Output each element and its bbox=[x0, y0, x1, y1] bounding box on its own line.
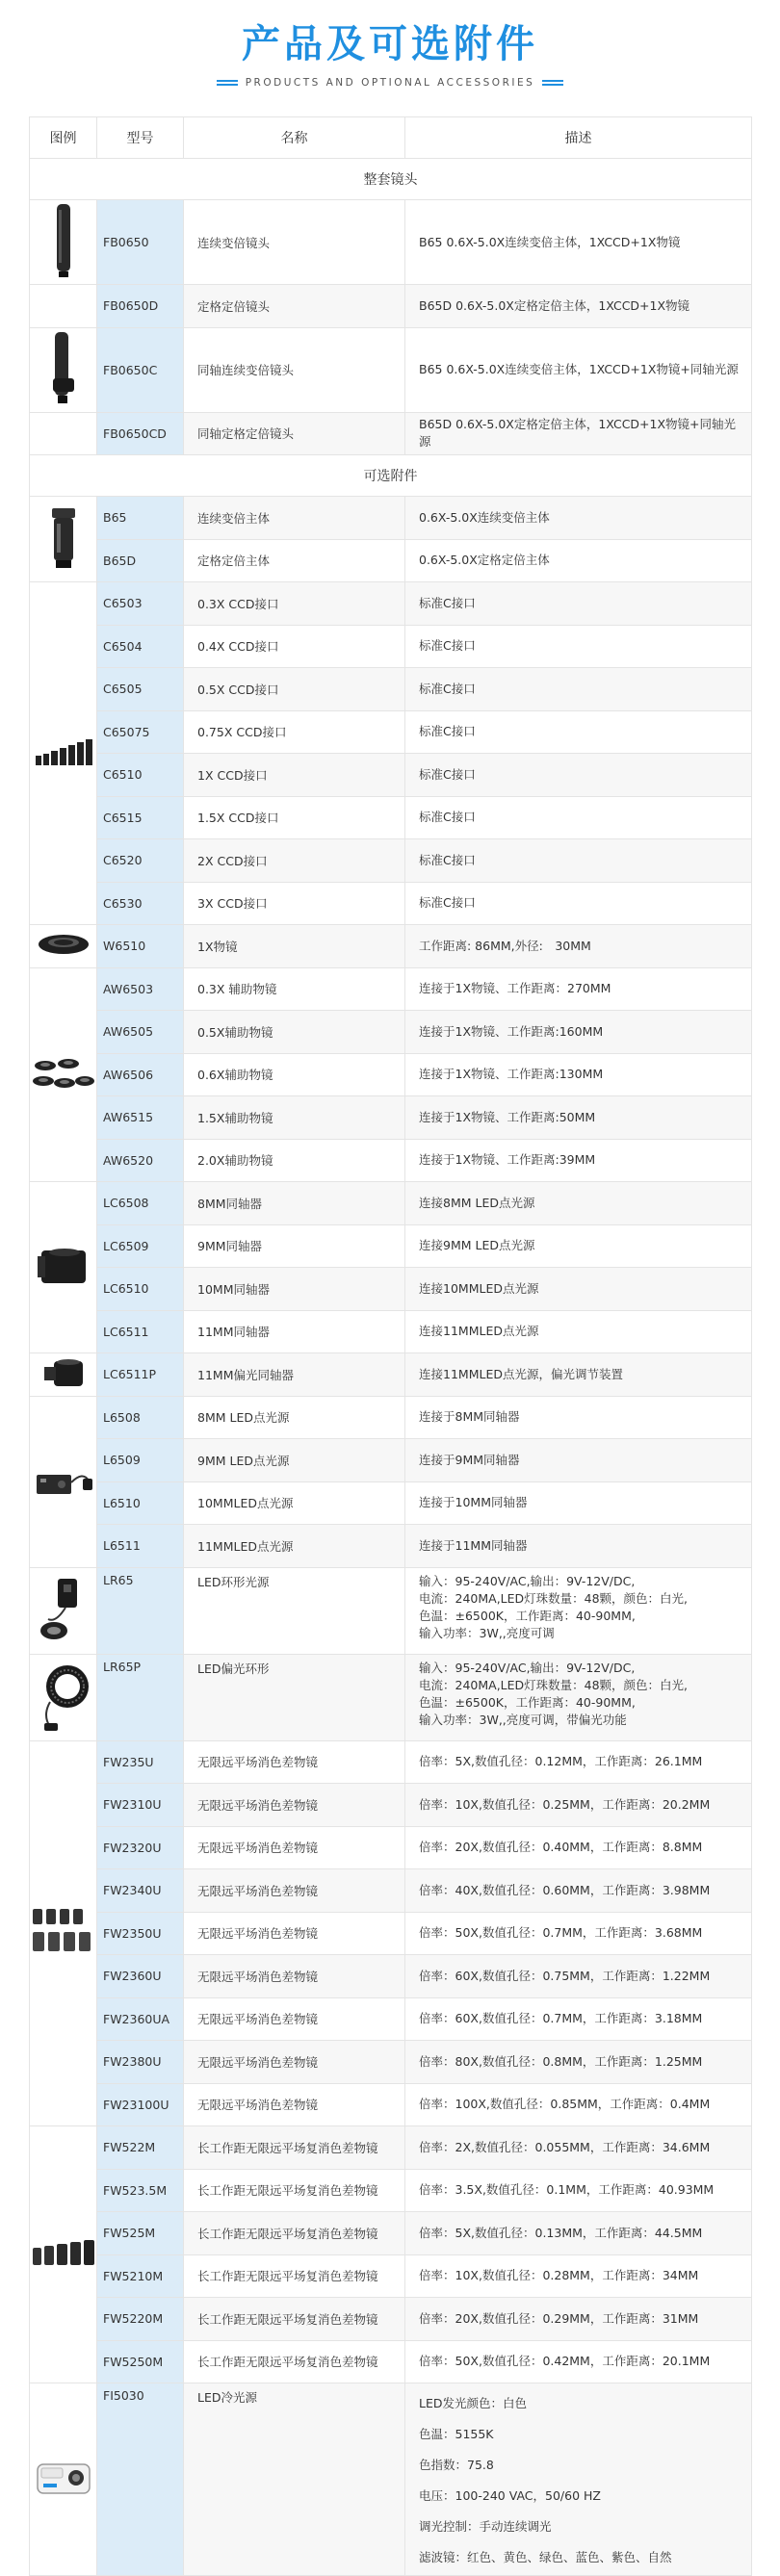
table-row bbox=[30, 1096, 752, 1140]
image-cell bbox=[30, 1396, 97, 1567]
name-cell: 0.4X CCD接口 bbox=[184, 625, 405, 668]
model-cell: L6510 bbox=[97, 1481, 184, 1525]
desc-cell: 标准C接口 bbox=[405, 710, 752, 754]
model-cell: FW2310U bbox=[97, 1784, 184, 1827]
desc-cell: 0.6X-5.0X定格定倍主体 bbox=[405, 539, 752, 582]
image-cell bbox=[30, 2383, 97, 2576]
desc-cell bbox=[405, 2383, 752, 2576]
model-cell: C6515 bbox=[97, 796, 184, 839]
table-row bbox=[30, 1567, 752, 1654]
table-row bbox=[30, 1439, 752, 1482]
name-cell: 同轴定格定倍镜头 bbox=[184, 412, 405, 455]
product-table bbox=[29, 116, 752, 2576]
desc-line: LED发光颜色：白色 bbox=[419, 2396, 527, 2410]
name-cell: 1X物镜 bbox=[184, 925, 405, 968]
image-cell bbox=[30, 497, 97, 582]
desc-line: 色温：±6500K，工作距离：40-90MM, bbox=[419, 1608, 636, 1623]
desc-cell: B65 0.6X-5.0X连续变倍主体，1XCCD+1X物镜 bbox=[405, 200, 752, 285]
table-row bbox=[30, 2041, 752, 2084]
name-cell: 2X CCD接口 bbox=[184, 839, 405, 883]
name-cell: 长工作距无限远平场复消色差物镜 bbox=[184, 2340, 405, 2383]
table-row bbox=[30, 1740, 752, 1784]
name-cell: 11MM同轴器 bbox=[184, 1310, 405, 1353]
table-row bbox=[30, 882, 752, 925]
image-cell bbox=[30, 1567, 97, 1654]
desc-line: 输入功率：3W,,亮度可调，带偏光功能 bbox=[419, 1712, 627, 1727]
model-cell: FW23100U bbox=[97, 2083, 184, 2126]
name-cell: 0.5X CCD接口 bbox=[184, 668, 405, 711]
table-row bbox=[30, 796, 752, 839]
name-cell: 9MM同轴器 bbox=[184, 1224, 405, 1268]
model-cell: FB0650 bbox=[97, 200, 184, 285]
name-cell: 无限远平场消色差物镜 bbox=[184, 1869, 405, 1913]
desc-cell: 倍率：100X,数值孔径：0.85MM，工作距离：0.4MM bbox=[405, 2083, 752, 2126]
table-row bbox=[30, 710, 752, 754]
desc-line: 输入：95-240V/AC,输出：9V-12V/DC, bbox=[419, 1573, 636, 1588]
desc-cell: 连接于1X物镜、工作距离:160MM bbox=[405, 1011, 752, 1054]
name-cell: 无限远平场消色差物镜 bbox=[184, 2083, 405, 2126]
table-row bbox=[30, 539, 752, 582]
model-cell: FB0650D bbox=[97, 285, 184, 328]
desc-cell: 连接于9MM同轴器 bbox=[405, 1439, 752, 1482]
desc-cell: 标准C接口 bbox=[405, 668, 752, 711]
desc-cell: 标准C接口 bbox=[405, 796, 752, 839]
name-cell: LED偏光环形 bbox=[184, 1654, 405, 1740]
desc-cell: B65D 0.6X-5.0X定格定倍主体，1XCCD+1X物镜+同轴光源 bbox=[405, 412, 752, 455]
desc-line: 滤波镜：红色、黄色、绿色、蓝色、紫色、自然 bbox=[419, 2550, 672, 2564]
name-cell: 0.6X辅助物镜 bbox=[184, 1053, 405, 1096]
desc-cell: 连接于1X物镜、工作距离：270MM bbox=[405, 967, 752, 1011]
table-row bbox=[30, 1011, 752, 1054]
section-row bbox=[30, 159, 752, 200]
name-cell: 1X CCD接口 bbox=[184, 754, 405, 797]
model-cell: C6503 bbox=[97, 582, 184, 626]
table-row bbox=[30, 1784, 752, 1827]
desc-line: 电流：240MA,LED灯珠数量：48颗，颜色：白光, bbox=[419, 1590, 689, 1606]
table-row bbox=[30, 1826, 752, 1869]
name-cell: 长工作距无限远平场复消色差物镜 bbox=[184, 2169, 405, 2212]
image-cell bbox=[30, 1654, 97, 1740]
table-row bbox=[30, 2383, 752, 2576]
desc-cell: 连接于11MM同轴器 bbox=[405, 1525, 752, 1568]
table-row bbox=[30, 1654, 752, 1740]
table-row bbox=[30, 1997, 752, 2041]
image-cell bbox=[30, 200, 97, 285]
auxiliary-objectives-icon bbox=[32, 1054, 95, 1093]
model-cell: FW5210M bbox=[97, 2254, 184, 2298]
desc-cell: 标准C接口 bbox=[405, 754, 752, 797]
desc-line: 输入功率：3W,,亮度可调 bbox=[419, 1625, 555, 1640]
name-cell: 0.3X CCD接口 bbox=[184, 582, 405, 626]
model-cell: FI5030 bbox=[97, 2383, 184, 2576]
image-cell bbox=[30, 925, 97, 968]
desc-line: 色温：±6500K，工作距离：40-90MM, bbox=[419, 1694, 636, 1710]
coaxial-illuminator-icon bbox=[36, 1243, 91, 1289]
cold-light-source-icon bbox=[34, 2457, 93, 2499]
desc-cell: 连接于10MM同轴器 bbox=[405, 1481, 752, 1525]
table-row bbox=[30, 2254, 752, 2298]
name-cell: 连续变倍主体 bbox=[184, 497, 405, 540]
page-header bbox=[0, 0, 780, 114]
model-cell: AW6505 bbox=[97, 1011, 184, 1054]
led-point-source-icon bbox=[33, 1461, 94, 1500]
model-cell: FW2350U bbox=[97, 1912, 184, 1955]
name-cell: 无限远平场消色差物镜 bbox=[184, 1912, 405, 1955]
desc-cell: 连接9MM LED点光源 bbox=[405, 1224, 752, 1268]
model-cell: L6509 bbox=[97, 1439, 184, 1482]
polarizing-ring-light-icon bbox=[37, 1658, 91, 1735]
ring-light-icon bbox=[37, 1575, 91, 1644]
name-cell: 长工作距无限远平场复消色差物镜 bbox=[184, 2254, 405, 2298]
image-cell bbox=[30, 1353, 97, 1397]
desc-cell: 标准C接口 bbox=[405, 625, 752, 668]
table-row bbox=[30, 1869, 752, 1913]
desc-cell: 倍率：10X,数值孔径：0.25MM，工作距离：20.2MM bbox=[405, 1784, 752, 1827]
table-row bbox=[30, 1224, 752, 1268]
table-row bbox=[30, 1139, 752, 1182]
model-cell: FW525M bbox=[97, 2212, 184, 2255]
desc-cell: B65D 0.6X-5.0X定格定倍主体，1XCCD+1X物镜 bbox=[405, 285, 752, 328]
name-cell: 0.3X 辅助物镜 bbox=[184, 967, 405, 1011]
desc-cell: 工作距离: 86MM,外径: 30MM bbox=[405, 925, 752, 968]
desc-cell: 标准C接口 bbox=[405, 582, 752, 626]
name-cell: 0.75X CCD接口 bbox=[184, 710, 405, 754]
desc-line: 色指数：75.8 bbox=[419, 2458, 494, 2472]
model-cell: FB0650C bbox=[97, 327, 184, 412]
table-row bbox=[30, 754, 752, 797]
name-cell: 定格定倍镜头 bbox=[184, 285, 405, 328]
model-cell: B65 bbox=[97, 497, 184, 540]
desc-cell: 连接10MMLED点光源 bbox=[405, 1268, 752, 1311]
desc-cell: 倍率：50X,数值孔径：0.42MM，工作距离：20.1MM bbox=[405, 2340, 752, 2383]
image-cell bbox=[30, 582, 97, 925]
desc-cell: 倍率：10X,数值孔径：0.28MM，工作距离：34MM bbox=[405, 2254, 752, 2298]
model-cell: FW2360UA bbox=[97, 1997, 184, 2041]
ccd-adapters-icon bbox=[34, 736, 93, 767]
name-cell: LED冷光源 bbox=[184, 2383, 405, 2576]
desc-cell: 连接11MMLED点光源，偏光调节装置 bbox=[405, 1353, 752, 1397]
name-cell: 8MM同轴器 bbox=[184, 1182, 405, 1225]
table-row bbox=[30, 839, 752, 883]
model-cell: FW235U bbox=[97, 1740, 184, 1784]
name-cell: 2.0X辅助物镜 bbox=[184, 1139, 405, 1182]
desc-cell bbox=[405, 1567, 752, 1654]
desc-cell: 连接8MM LED点光源 bbox=[405, 1182, 752, 1225]
model-cell: B65D bbox=[97, 539, 184, 582]
model-cell: L6508 bbox=[97, 1396, 184, 1439]
name-cell: 11MM偏光同轴器 bbox=[184, 1353, 405, 1397]
name-cell: 无限远平场消色差物镜 bbox=[184, 1955, 405, 1998]
table-row bbox=[30, 2340, 752, 2383]
table-row bbox=[30, 1353, 752, 1397]
zoom-body-icon bbox=[44, 504, 83, 572]
desc-cell: 倍率：20X,数值孔径：0.29MM，工作距离：31MM bbox=[405, 2298, 752, 2341]
model-cell: FW2360U bbox=[97, 1955, 184, 1998]
desc-cell: 倍率：80X,数值孔径：0.8MM，工作距离：1.25MM bbox=[405, 2041, 752, 2084]
name-cell: 8MM LED点光源 bbox=[184, 1396, 405, 1439]
name-cell: 定格定倍主体 bbox=[184, 539, 405, 582]
table-row bbox=[30, 1396, 752, 1439]
section-row bbox=[30, 455, 752, 497]
column-header: 图例 bbox=[30, 117, 97, 159]
table-row bbox=[30, 2126, 752, 2170]
table-row bbox=[30, 327, 752, 412]
lens-tube-icon bbox=[53, 200, 74, 281]
desc-cell: 倍率：5X,数值孔径：0.13MM，工作距离：44.5MM bbox=[405, 2212, 752, 2255]
coaxial-lens-icon bbox=[49, 328, 78, 409]
objective-set-icon bbox=[31, 1905, 96, 1959]
name-cell: 10MMLED点光源 bbox=[184, 1481, 405, 1525]
table-row bbox=[30, 285, 752, 328]
desc-cell: 标准C接口 bbox=[405, 839, 752, 883]
page-title: 产品及可选附件 bbox=[242, 22, 538, 66]
desc-cell: 0.6X-5.0X连续变倍主体 bbox=[405, 497, 752, 540]
name-cell: 1.5X辅助物镜 bbox=[184, 1096, 405, 1140]
model-cell: LC6511 bbox=[97, 1310, 184, 1353]
desc-cell: 倍率：2X,数值孔径：0.055MM，工作距离：34.6MM bbox=[405, 2126, 752, 2170]
desc-cell: 倍率：60X,数值孔径：0.75MM，工作距离：1.22MM bbox=[405, 1955, 752, 1998]
model-cell: LC6508 bbox=[97, 1182, 184, 1225]
desc-cell: 连接于1X物镜、工作距离:50MM bbox=[405, 1096, 752, 1140]
table-row bbox=[30, 1912, 752, 1955]
model-cell: C6504 bbox=[97, 625, 184, 668]
divider bbox=[542, 80, 563, 86]
page-subtitle bbox=[0, 77, 780, 89]
table-row bbox=[30, 2083, 752, 2126]
name-cell: 无限远平场消色差物镜 bbox=[184, 1740, 405, 1784]
table-row bbox=[30, 1268, 752, 1311]
model-cell: LC6511P bbox=[97, 1353, 184, 1397]
divider bbox=[217, 80, 238, 86]
model-cell: FW2340U bbox=[97, 1869, 184, 1913]
model-cell: C6530 bbox=[97, 882, 184, 925]
name-cell: 9MM LED点光源 bbox=[184, 1439, 405, 1482]
objective-ring-icon bbox=[37, 932, 91, 957]
name-cell: 无限远平场消色差物镜 bbox=[184, 1826, 405, 1869]
model-cell: FW522M bbox=[97, 2126, 184, 2170]
table-row bbox=[30, 2298, 752, 2341]
model-cell: FB0650CD bbox=[97, 412, 184, 455]
model-cell: LC6510 bbox=[97, 1268, 184, 1311]
desc-cell: 倍率：60X,数值孔径：0.7MM，工作距离：3.18MM bbox=[405, 1997, 752, 2041]
model-cell: AW6515 bbox=[97, 1096, 184, 1140]
model-cell: C6505 bbox=[97, 668, 184, 711]
model-cell: LC6509 bbox=[97, 1224, 184, 1268]
table-row bbox=[30, 625, 752, 668]
table-header bbox=[30, 117, 752, 159]
model-cell: AW6503 bbox=[97, 967, 184, 1011]
image-cell bbox=[30, 412, 97, 455]
desc-line: 输入：95-240V/AC,输出：9V-12V/DC, bbox=[419, 1660, 636, 1675]
name-cell: 无限远平场消色差物镜 bbox=[184, 1997, 405, 2041]
name-cell: LED环形光源 bbox=[184, 1567, 405, 1654]
model-cell: FW5250M bbox=[97, 2340, 184, 2383]
image-cell bbox=[30, 1740, 97, 2126]
name-cell: 10MM同轴器 bbox=[184, 1268, 405, 1311]
image-cell bbox=[30, 285, 97, 328]
model-cell: C6510 bbox=[97, 754, 184, 797]
long-wd-objective-set-icon bbox=[31, 2236, 96, 2271]
model-cell: FW2320U bbox=[97, 1826, 184, 1869]
image-cell bbox=[30, 1182, 97, 1353]
model-cell: LR65P bbox=[97, 1654, 184, 1740]
desc-cell: 倍率：5X,数值孔径：0.12MM，工作距离：26.1MM bbox=[405, 1740, 752, 1784]
column-header: 描述 bbox=[405, 117, 752, 159]
model-cell: C65075 bbox=[97, 710, 184, 754]
name-cell: 长工作距无限远平场复消色差物镜 bbox=[184, 2212, 405, 2255]
table-row bbox=[30, 1481, 752, 1525]
name-cell: 同轴连续变倍镜头 bbox=[184, 327, 405, 412]
desc-cell: 倍率：50X,数值孔径：0.7MM，工作距离：3.68MM bbox=[405, 1912, 752, 1955]
desc-cell: 倍率：40X,数值孔径：0.60MM，工作距离：3.98MM bbox=[405, 1869, 752, 1913]
name-cell: 连续变倍镜头 bbox=[184, 200, 405, 285]
desc-cell: 连接于1X物镜、工作距离:130MM bbox=[405, 1053, 752, 1096]
desc-cell: 倍率：3.5X,数值孔径：0.1MM，工作距离：40.93MM bbox=[405, 2169, 752, 2212]
desc-cell: 倍率：20X,数值孔径：0.40MM，工作距离：8.8MM bbox=[405, 1826, 752, 1869]
section-title: 整套镜头 bbox=[30, 159, 752, 200]
model-cell: L6511 bbox=[97, 1525, 184, 1568]
model-cell: FW2380U bbox=[97, 2041, 184, 2084]
desc-cell: 连接于8MM同轴器 bbox=[405, 1396, 752, 1439]
table-row bbox=[30, 200, 752, 285]
name-cell: 3X CCD接口 bbox=[184, 882, 405, 925]
desc-line: 电流：240MA,LED灯珠数量：48颗，颜色：白光, bbox=[419, 1677, 689, 1692]
table-row bbox=[30, 1955, 752, 1998]
name-cell: 长工作距无限远平场复消色差物镜 bbox=[184, 2298, 405, 2341]
name-cell: 11MMLED点光源 bbox=[184, 1525, 405, 1568]
model-cell: FW5220M bbox=[97, 2298, 184, 2341]
model-cell: AW6520 bbox=[97, 1139, 184, 1182]
model-cell: FW523.5M bbox=[97, 2169, 184, 2212]
name-cell: 1.5X CCD接口 bbox=[184, 796, 405, 839]
desc-line: 调光控制：手动连续调光 bbox=[419, 2519, 552, 2534]
table-row bbox=[30, 925, 752, 968]
table-row bbox=[30, 1182, 752, 1225]
name-cell: 无限远平场消色差物镜 bbox=[184, 2041, 405, 2084]
model-cell: AW6506 bbox=[97, 1053, 184, 1096]
table-row bbox=[30, 2212, 752, 2255]
table-row bbox=[30, 1053, 752, 1096]
table-row bbox=[30, 1310, 752, 1353]
column-header: 名称 bbox=[184, 117, 405, 159]
polarizing-coaxial-icon bbox=[40, 1355, 87, 1390]
image-cell bbox=[30, 327, 97, 412]
desc-cell: 连接11MMLED点光源 bbox=[405, 1310, 752, 1353]
column-header: 型号 bbox=[97, 117, 184, 159]
model-cell: LR65 bbox=[97, 1567, 184, 1654]
desc-cell: B65 0.6X-5.0X连续变倍主体，1XCCD+1X物镜+同轴光源 bbox=[405, 327, 752, 412]
table-row bbox=[30, 412, 752, 455]
desc-cell: 连接于1X物镜、工作距离:39MM bbox=[405, 1139, 752, 1182]
model-cell: W6510 bbox=[97, 925, 184, 968]
image-cell bbox=[30, 967, 97, 1182]
table-row bbox=[30, 1525, 752, 1568]
desc-cell: 标准C接口 bbox=[405, 882, 752, 925]
name-cell: 长工作距无限远平场复消色差物镜 bbox=[184, 2126, 405, 2170]
image-cell bbox=[30, 2126, 97, 2383]
table-row bbox=[30, 497, 752, 540]
table-row bbox=[30, 967, 752, 1011]
model-cell: C6520 bbox=[97, 839, 184, 883]
table-row bbox=[30, 582, 752, 626]
desc-cell bbox=[405, 1654, 752, 1740]
table-row bbox=[30, 2169, 752, 2212]
desc-line: 色温：5155K bbox=[419, 2427, 494, 2441]
subtitle-text: PRODUCTS AND OPTIONAL ACCESSORIES bbox=[245, 77, 535, 89]
table-row bbox=[30, 668, 752, 711]
section-title: 可选附件 bbox=[30, 455, 752, 497]
name-cell: 无限远平场消色差物镜 bbox=[184, 1784, 405, 1827]
desc-line: 电压：100-240 VAC，50/60 HZ bbox=[419, 2488, 601, 2503]
name-cell: 0.5X辅助物镜 bbox=[184, 1011, 405, 1054]
